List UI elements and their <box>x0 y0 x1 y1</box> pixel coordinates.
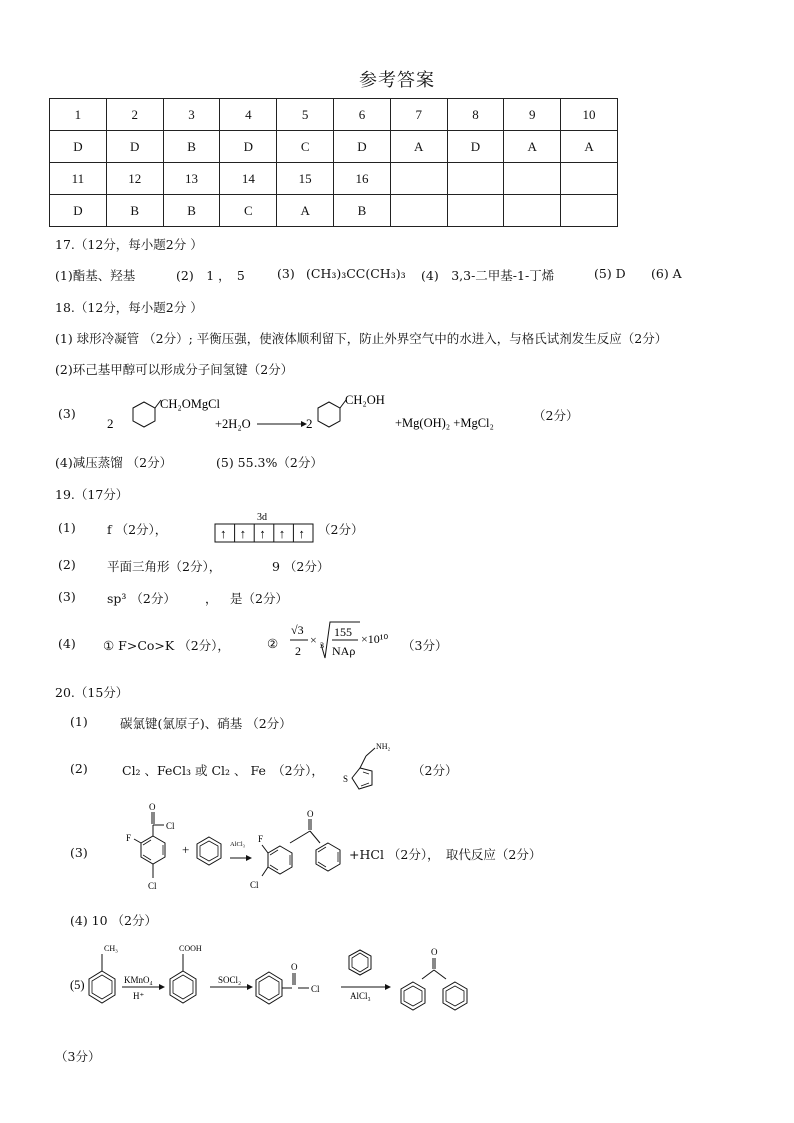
q17-answer-4: (4) 3,3-二甲基-1-丁烯 <box>421 268 555 283</box>
q19-answer-2b: 9 （2分） <box>272 559 330 574</box>
orbital-arrow-icon: ↑ <box>259 526 266 541</box>
thiophene-amine-structure <box>342 738 412 796</box>
q19-answer-4-score: （3分） <box>402 638 448 653</box>
reactant-coefficient: 2 <box>107 416 114 431</box>
acyl-chlorine: Cl <box>166 821 175 831</box>
answer-table-row <box>50 131 618 163</box>
answer-table-cell: 5 <box>277 99 334 131</box>
q18-answer-4: (4)减压蒸馏 （2分） <box>55 455 173 470</box>
water-term: +2H₂O <box>215 417 251 431</box>
root-denominator: NAρ <box>332 644 356 658</box>
answer-table-cell: 8 <box>447 99 504 131</box>
kmno4-label: KMnO₄ <box>124 975 153 985</box>
byproducts: +Mg(OH)₂ +MgCl₂ <box>395 416 494 430</box>
q20-answer-3: +HCl （2分）， 取代反应（2分） <box>349 847 542 862</box>
benzene-ring-icon <box>316 843 340 871</box>
q19-answer-3: sp³ （2分） <box>107 591 176 606</box>
q20-answer-5-score: （3分） <box>55 1049 101 1064</box>
product-oxygen: O <box>307 809 314 819</box>
cooh-label: COOH <box>179 944 202 953</box>
socl2-label: SOCl₂ <box>218 975 242 985</box>
q19-answer-1-label: (1) <box>58 520 76 535</box>
q18-reaction-equation <box>105 390 565 440</box>
q19-answer-3-label: (3) <box>58 589 76 604</box>
q19-answer-1-score: （2分） <box>318 522 364 537</box>
answer-table-cell: 13 <box>163 163 220 195</box>
answer-table-cell: 6 <box>334 99 391 131</box>
answer-table-cell: A <box>390 131 447 163</box>
q20-header: 20.（15分） <box>55 685 129 700</box>
formula-numerator: √3 <box>291 623 304 637</box>
answer-table-cell: D <box>447 131 504 163</box>
answer-table-cell <box>390 195 447 227</box>
answer-table-cell: 12 <box>106 163 163 195</box>
orbital-arrow-icon: ↑ <box>239 526 247 541</box>
acyl-oxygen: O <box>291 962 298 972</box>
acid-label: H⁺ <box>133 991 145 1001</box>
answer-table-cell: D <box>50 131 107 163</box>
answer-table-cell: B <box>163 195 220 227</box>
q20-answer-1-label: (1) <box>70 714 88 729</box>
answer-table-row <box>50 195 618 227</box>
formula-times: × <box>310 633 317 647</box>
answer-table-cell: C <box>277 131 334 163</box>
orbital-arrow-icon: ↑ <box>220 526 227 541</box>
plus-sign: + <box>182 842 190 857</box>
q20-answer-2: Cl₂ 、FeCl₃ 或 Cl₂ 、 Fe （2分）， <box>122 763 324 778</box>
q18-answer-2: (2)环己基甲醇可以形成分子间氢键（2分） <box>55 362 294 377</box>
benzene-ring-icon <box>141 836 165 864</box>
answer-table-cell: A <box>561 131 618 163</box>
answer-table-row <box>50 99 618 131</box>
answer-table-cell <box>390 163 447 195</box>
formula-denominator: 2 <box>295 644 301 658</box>
q18-header: 18.（12分，每小题2分 ） <box>55 300 203 315</box>
answer-table-cell: 2 <box>106 99 163 131</box>
cyclohexane-ring-icon <box>133 402 155 427</box>
orbital-arrow-icon: ↑ <box>278 526 286 541</box>
answer-table-cell: B <box>334 195 391 227</box>
answer-table-cell: B <box>106 195 163 227</box>
q19-formula <box>288 618 408 666</box>
answer-table-cell: D <box>334 131 391 163</box>
answer-table-row <box>50 163 618 195</box>
ring-chlorine: Cl <box>148 881 157 891</box>
acyl-chlorine: Cl <box>311 984 320 994</box>
orbital-label: 3d <box>257 512 267 523</box>
answer-table-cell: B <box>163 131 220 163</box>
answer-table-cell <box>561 195 618 227</box>
benzene-ring-icon <box>268 846 292 874</box>
q18-answer-3-label: (3) <box>58 406 76 421</box>
answer-table-cell: 1 <box>50 99 107 131</box>
q19-answer-4-circle: ② <box>267 636 279 651</box>
orbital-arrow-icon: ↑ <box>298 526 305 541</box>
step-label: (5) <box>70 978 85 992</box>
answer-table-cell: A <box>504 131 561 163</box>
benzoic-acid-ring-icon <box>170 971 196 1003</box>
q17-header: 17.（12分，每小题2分 ） <box>55 237 203 252</box>
q17-answer-6: (6) A <box>651 266 682 281</box>
q20-answer-1: 碳氯键(氯原子)、硝基 （2分） <box>120 716 292 731</box>
fluorine-label: F <box>126 833 132 843</box>
q19-answer-3-comma: ， <box>205 591 218 606</box>
q19-answer-1: f （2分）， <box>107 522 168 537</box>
acyl-oxygen: O <box>149 802 156 812</box>
answer-table-cell: C <box>220 195 277 227</box>
product-coefficient: 2 <box>306 416 313 431</box>
answer-table-cell <box>504 163 561 195</box>
q20-synthesis-route <box>66 938 486 1030</box>
q18-answer-1: (1) 球形冷凝管 （2分）; 平衡压强，使液体顺利留下，防止外界空气中的水进入，与格氏试剂发生反应（2分） <box>55 331 668 346</box>
q19-header: 19.（17分） <box>55 487 129 502</box>
answer-table-cell: 10 <box>561 99 618 131</box>
q17-answer-2: (2) 1 ， 5 <box>176 268 245 283</box>
answer-table-cell <box>561 163 618 195</box>
answer-table-cell: 15 <box>277 163 334 195</box>
answer-table-cell: 3 <box>163 99 220 131</box>
reactant-group: CH₂OMgCl <box>160 397 220 411</box>
methyl-label: CH₃ <box>104 944 118 953</box>
answer-table-cell: D <box>50 195 107 227</box>
q20-answer-2-score: （2分） <box>412 763 458 778</box>
orbital-diagram <box>215 508 315 546</box>
answer-table-cell: 14 <box>220 163 277 195</box>
product-fluorine: F <box>258 834 264 844</box>
answer-table-cell: A <box>277 195 334 227</box>
q17-answer-1: (1)酯基、羟基 <box>55 268 136 283</box>
answer-table-cell <box>447 163 504 195</box>
benzoyl-ring-icon <box>256 972 282 1004</box>
q19-answer-4: ① F>Co>K （2分）， <box>103 638 230 653</box>
root-index: 3 <box>320 641 324 650</box>
formula-exponent: ×10¹⁰ <box>361 632 389 646</box>
q19-answer-2-label: (2) <box>58 557 76 572</box>
answer-table-cell: 4 <box>220 99 277 131</box>
toluene-ring-icon <box>89 971 115 1003</box>
q17-answer-5: (5) D <box>594 266 626 281</box>
cyclohexane-ring-icon <box>318 402 340 427</box>
answer-table-cell: D <box>220 131 277 163</box>
q20-reaction-3 <box>118 800 348 892</box>
answer-table-cell <box>447 195 504 227</box>
catalyst-label: AlCl₃ <box>230 841 245 848</box>
q18-answer-5: (5) 55.3%（2分） <box>216 455 323 470</box>
answer-table-cell: 11 <box>50 163 107 195</box>
answer-table-cell: 7 <box>390 99 447 131</box>
answer-table-cell: 9 <box>504 99 561 131</box>
q20-answer-2-label: (2) <box>70 761 88 776</box>
q19-answer-3b: 是（2分） <box>230 591 288 606</box>
q20-answer-4: (4) 10 （2分） <box>70 913 158 928</box>
answer-table-cell <box>504 195 561 227</box>
root-numerator: 155 <box>334 625 352 639</box>
q19-answer-4-label: (4) <box>58 636 76 651</box>
product-chlorine: Cl <box>250 880 259 890</box>
amine-label: NH₂ <box>376 742 391 751</box>
alcl3-label: AlCl₃ <box>350 991 371 1001</box>
answer-table-cell: 16 <box>334 163 391 195</box>
q17-answer-3-formula: (CH₃)₃CC(CH₃)₃ <box>306 266 406 281</box>
page-title: 参考答案 <box>359 70 435 91</box>
q20-answer-3-label: (3) <box>70 845 88 860</box>
sulfur-label: S <box>343 774 349 784</box>
product-group: CH₂OH <box>345 393 385 407</box>
answer-table-cell: D <box>106 131 163 163</box>
q19-answer-2: 平面三角形（2分）， <box>107 559 222 574</box>
q17-answer-3-label: (3) <box>277 266 295 281</box>
q18-answer-3-score: （2分） <box>533 408 579 423</box>
answer-table <box>49 98 618 227</box>
product-oxygen: O <box>431 947 438 957</box>
